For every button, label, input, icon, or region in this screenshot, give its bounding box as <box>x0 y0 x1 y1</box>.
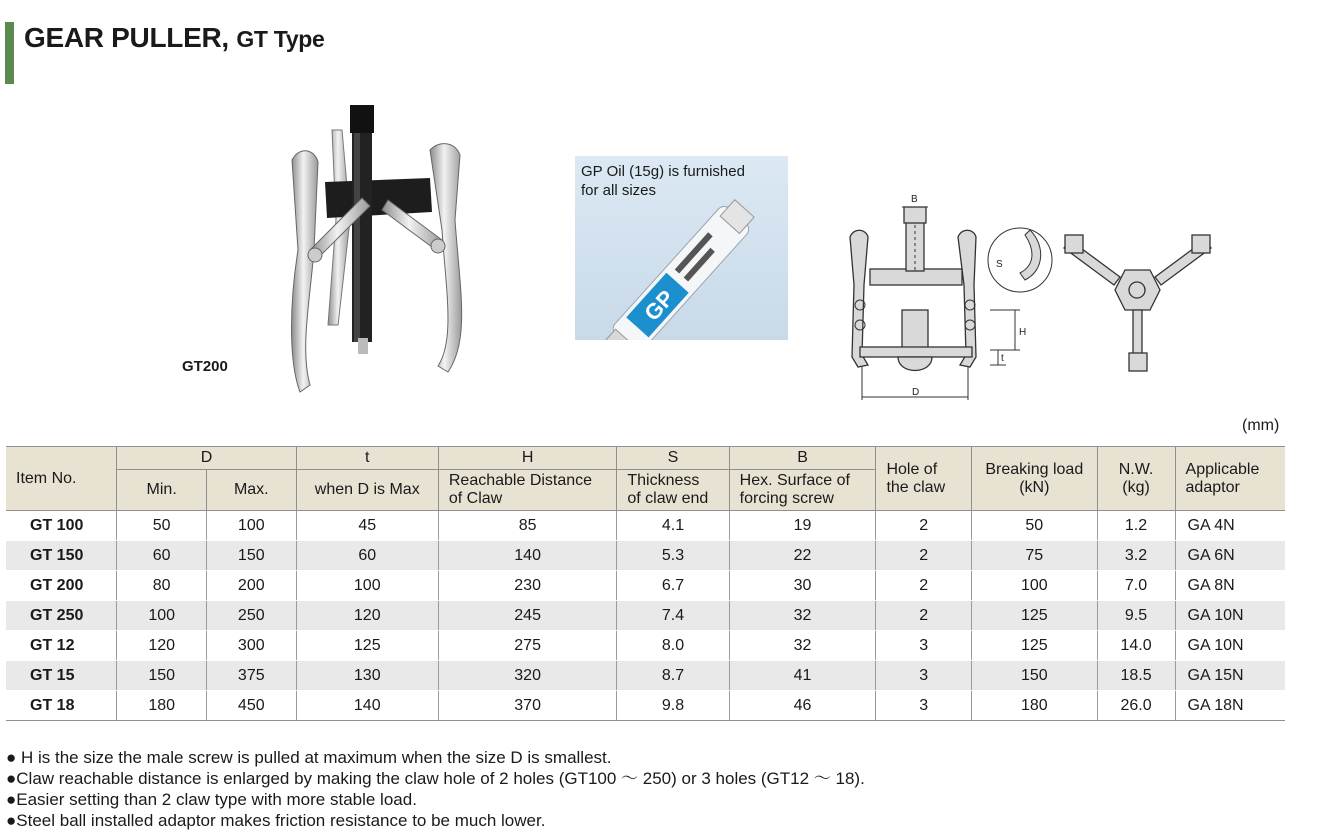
cell-h: 245 <box>438 601 617 631</box>
cell-s: 8.7 <box>617 661 729 691</box>
cell-dmax: 150 <box>206 541 296 571</box>
cell-dmin: 50 <box>117 511 207 541</box>
header-h-sub-line1: Reachable Distance <box>448 472 593 489</box>
cell-hole: 2 <box>876 541 972 571</box>
cell-b: 46 <box>729 691 876 721</box>
cell-item: GT 18 <box>6 691 117 721</box>
cell-s: 5.3 <box>617 541 729 571</box>
oil-info-box <box>575 156 788 340</box>
product-caption: GT200 <box>182 358 228 375</box>
header-nw-line1: N.W. <box>1118 460 1154 478</box>
cell-b: 32 <box>729 601 876 631</box>
oil-tube-label: GP <box>639 285 680 326</box>
cell-load: 75 <box>972 541 1097 571</box>
note-item: ●Claw reachable distance is enlarged by making the claw hole of 2 holes (GT100 ～ 250) or 3 holes (GT12 ～ 18). <box>6 769 865 788</box>
header-d: D <box>117 447 296 470</box>
header-h-sub <box>438 470 617 511</box>
cell-h: 85 <box>438 511 617 541</box>
cell-load: 50 <box>972 511 1097 541</box>
note-item: ●Steel ball installed adaptor makes friction resistance to be much lower. <box>6 811 546 830</box>
cell-load: 125 <box>972 601 1097 631</box>
cell-h: 275 <box>438 631 617 661</box>
header-h: H <box>438 447 617 470</box>
cell-nw: 14.0 <box>1097 631 1175 661</box>
cell-item: GT 150 <box>6 541 117 571</box>
header-hole-line2: the claw <box>886 478 946 496</box>
header-h-sub-line2: of Claw <box>448 490 503 507</box>
cell-hole: 3 <box>876 631 972 661</box>
cell-hole: 3 <box>876 661 972 691</box>
oil-note-text <box>581 162 781 200</box>
oil-note-line2: for all sizes <box>581 182 657 199</box>
cell-hole: 2 <box>876 601 972 631</box>
cell-h: 370 <box>438 691 617 721</box>
cell-item: GT 12 <box>6 631 117 661</box>
diagram-label-b: B <box>911 194 918 205</box>
cell-dmax: 300 <box>206 631 296 661</box>
diagram-label-h: H <box>1019 327 1027 338</box>
table-row <box>6 541 1285 571</box>
header-load-line2: (kN) <box>1019 478 1050 496</box>
cell-adaptor: GA 6N <box>1175 541 1285 571</box>
cell-dmax: 100 <box>206 511 296 541</box>
cell-item: GT 250 <box>6 601 117 631</box>
header-item-no: Item No. <box>6 447 117 511</box>
cell-adaptor: GA 18N <box>1175 691 1285 721</box>
header-hole-line1: Hole of <box>886 460 938 478</box>
header-b-sub-line1: Hex. Surface of <box>739 472 850 489</box>
header-nw-line2: (kg) <box>1122 478 1150 496</box>
cell-hole: 2 <box>876 511 972 541</box>
diagram-label-d: D <box>912 387 920 398</box>
cell-dmax: 250 <box>206 601 296 631</box>
header-load <box>972 447 1097 511</box>
cell-t: 45 <box>296 511 438 541</box>
header-adaptor-line2: adaptor <box>1185 478 1240 496</box>
notes-list <box>6 747 865 831</box>
header-load-line1: Breaking load <box>985 460 1084 478</box>
cell-nw: 26.0 <box>1097 691 1175 721</box>
header-b-sub-line2: forcing screw <box>739 490 834 507</box>
cell-nw: 7.0 <box>1097 571 1175 601</box>
header-t-sub: when D is Max <box>296 470 438 511</box>
cell-b: 30 <box>729 571 876 601</box>
title-accent-bar <box>5 22 14 84</box>
cell-nw: 3.2 <box>1097 541 1175 571</box>
gear-puller-photo <box>270 100 485 400</box>
cell-b: 41 <box>729 661 876 691</box>
header-adaptor <box>1175 447 1285 511</box>
cell-t: 130 <box>296 661 438 691</box>
cell-adaptor: GA 8N <box>1175 571 1285 601</box>
table-row <box>6 571 1285 601</box>
cell-dmax: 200 <box>206 571 296 601</box>
spec-table <box>6 446 1285 721</box>
dimension-diagram <box>840 185 1230 410</box>
cell-t: 60 <box>296 541 438 571</box>
cell-t: 140 <box>296 691 438 721</box>
cell-s: 4.1 <box>617 511 729 541</box>
header-b: B <box>729 447 876 470</box>
cell-t: 120 <box>296 601 438 631</box>
cell-dmin: 150 <box>117 661 207 691</box>
header-s-sub-line1: Thickness <box>627 472 700 489</box>
header-b-sub <box>729 470 876 511</box>
cell-dmin: 180 <box>117 691 207 721</box>
cell-nw: 1.2 <box>1097 511 1175 541</box>
cell-item: GT 200 <box>6 571 117 601</box>
cell-b: 22 <box>729 541 876 571</box>
cell-adaptor: GA 10N <box>1175 631 1285 661</box>
header-t: t <box>296 447 438 470</box>
header-s: S <box>617 447 729 470</box>
cell-dmin: 100 <box>117 601 207 631</box>
note-item: ● H is the size the male screw is pulled at maximum when the size D is smallest. <box>6 748 612 767</box>
oil-note-line1: GP Oil (15g) is furnished <box>581 163 745 180</box>
cell-item: GT 15 <box>6 661 117 691</box>
unit-label: (mm) <box>1242 417 1280 434</box>
cell-t: 100 <box>296 571 438 601</box>
cell-b: 32 <box>729 631 876 661</box>
cell-nw: 9.5 <box>1097 601 1175 631</box>
title-subtitle: GT Type <box>236 26 325 52</box>
header-hole <box>876 447 972 511</box>
cell-dmin: 60 <box>117 541 207 571</box>
cell-dmax: 375 <box>206 661 296 691</box>
cell-s: 6.7 <box>617 571 729 601</box>
cell-b: 19 <box>729 511 876 541</box>
header-d-max: Max. <box>206 470 296 511</box>
title-main: GEAR PULLER, <box>24 22 229 53</box>
cell-load: 100 <box>972 571 1097 601</box>
note-item: ●Easier setting than 2 claw type with more stable load. <box>6 790 417 809</box>
diagram-label-t: t <box>1001 353 1004 364</box>
page-title <box>24 22 325 54</box>
header-d-min: Min. <box>117 470 207 511</box>
cell-hole: 2 <box>876 571 972 601</box>
cell-item: GT 100 <box>6 511 117 541</box>
cell-nw: 18.5 <box>1097 661 1175 691</box>
cell-h: 320 <box>438 661 617 691</box>
cell-dmin: 80 <box>117 571 207 601</box>
cell-adaptor: GA 10N <box>1175 601 1285 631</box>
cell-h: 230 <box>438 571 617 601</box>
header-s-sub-line2: of claw end <box>627 490 709 507</box>
cell-s: 7.4 <box>617 601 729 631</box>
table-row <box>6 511 1285 541</box>
table-row <box>6 661 1285 691</box>
cell-h: 140 <box>438 541 617 571</box>
cell-load: 180 <box>972 691 1097 721</box>
header-nw <box>1097 447 1175 511</box>
header-s-sub <box>617 470 729 511</box>
cell-load: 125 <box>972 631 1097 661</box>
cell-adaptor: GA 4N <box>1175 511 1285 541</box>
table-row <box>6 691 1285 721</box>
cell-load: 150 <box>972 661 1097 691</box>
diagram-label-s: S <box>996 259 1003 270</box>
cell-s: 9.8 <box>617 691 729 721</box>
cell-hole: 3 <box>876 691 972 721</box>
header-adaptor-line1: Applicable <box>1185 460 1260 478</box>
cell-s: 8.0 <box>617 631 729 661</box>
cell-t: 125 <box>296 631 438 661</box>
cell-adaptor: GA 15N <box>1175 661 1285 691</box>
cell-dmin: 120 <box>117 631 207 661</box>
table-row <box>6 601 1285 631</box>
table-row <box>6 631 1285 661</box>
cell-dmax: 450 <box>206 691 296 721</box>
